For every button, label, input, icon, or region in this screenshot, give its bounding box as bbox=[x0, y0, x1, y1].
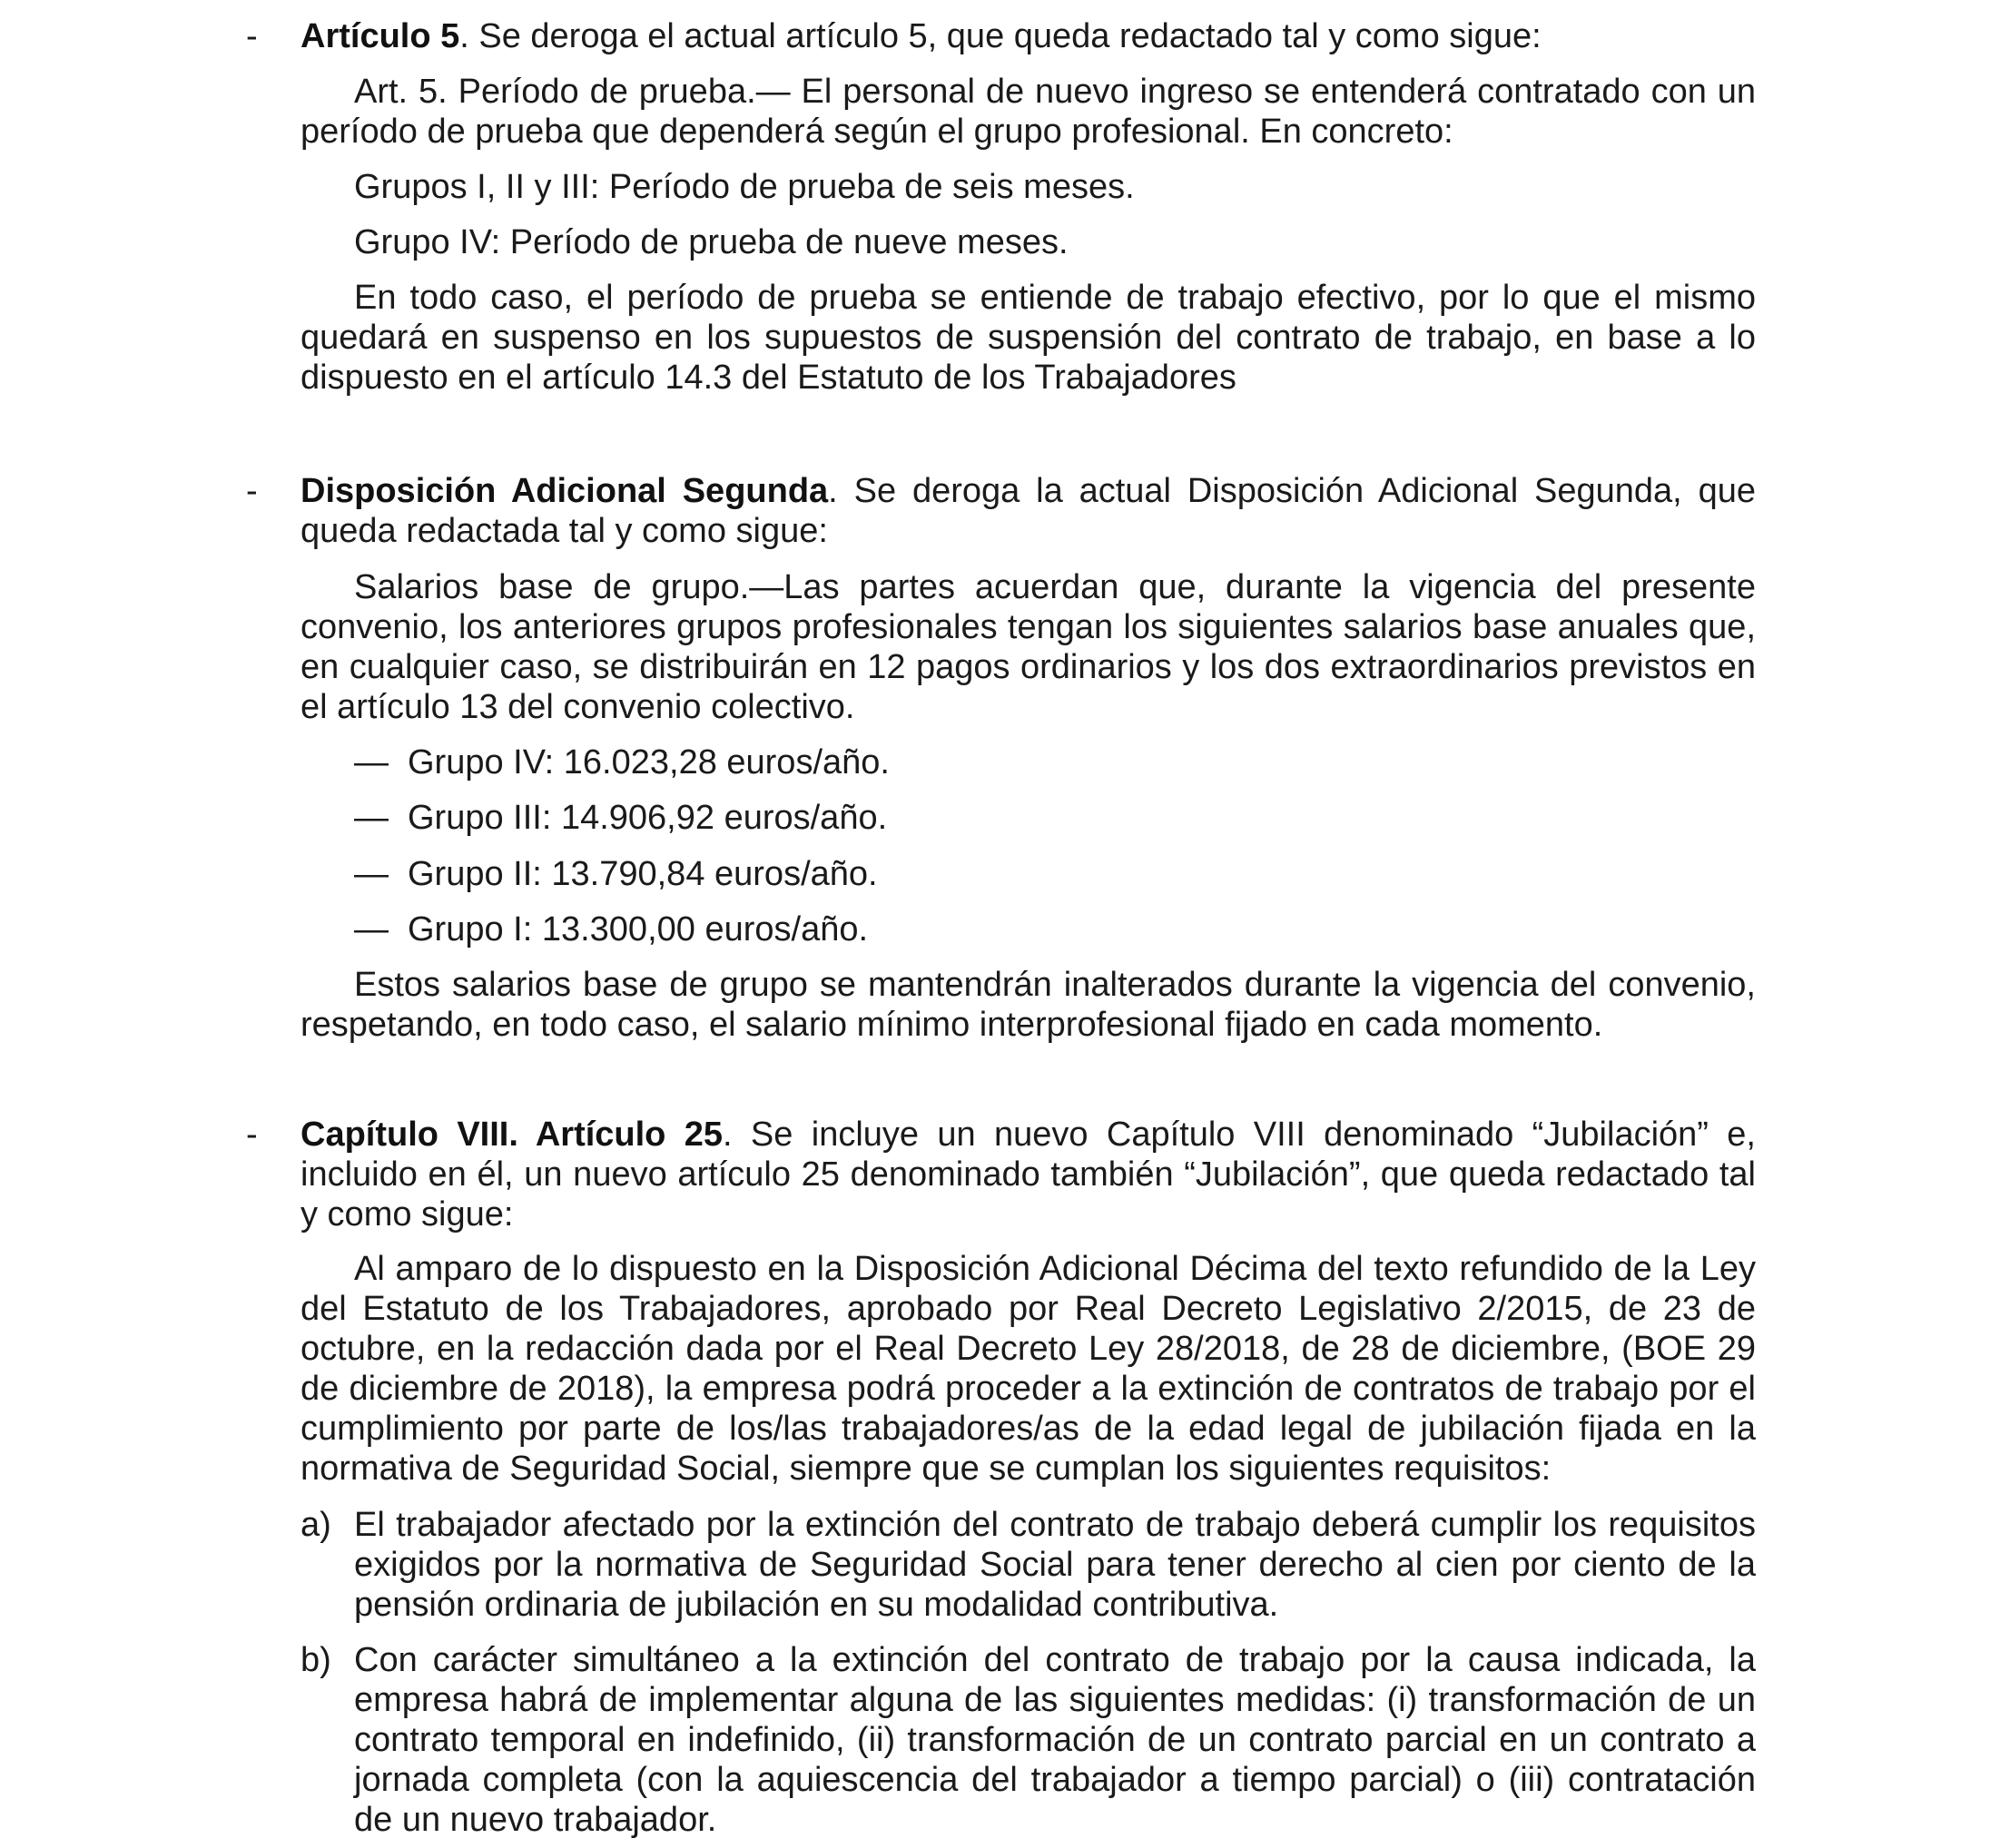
list-item bbox=[354, 798, 1756, 838]
paragraph: Grupos I, II y III: Período de prueba de seis meses. bbox=[354, 168, 1135, 206]
item-text: Con carácter simultáneo a la extinción del contrato de trabajo por la causa indicada, la empresa habrá de implementar alguna de las siguientes medidas: (i) transformación de un contrato temporal en indefinido, (ii) transformación de un contrato parcial en un contrato a jornada completa (con la aquiescencia del trabajador a tiempo parcial) o (iii) contratación de un nuevo trabajador. bbox=[354, 1641, 1756, 1839]
section-lead bbox=[300, 16, 1756, 56]
section-intro: . Se incluye un nuevo Capítulo VIII denominado “Jubilación” e, incluido en él, un nuevo artículo 25 denominado también “Jubilación”, que queda redactado tal y como sigue: bbox=[300, 1116, 1756, 1234]
section-heading: Capítulo VIII. Artículo 25 bbox=[300, 1116, 724, 1154]
item-marker: a) bbox=[300, 1506, 331, 1544]
section-intro: . Se deroga el actual artículo 5, que queda redactado tal y como sigue: bbox=[459, 17, 1542, 55]
section-heading: Artículo 5 bbox=[300, 17, 460, 55]
list-item-text: Grupo III: 14.906,92 euros/año. bbox=[408, 799, 888, 837]
bullet-dash: — bbox=[354, 855, 389, 893]
list-item-text: Grupo IV: 16.023,28 euros/año. bbox=[408, 743, 890, 781]
paragraph: En todo caso, el período de prueba se entiende de trabajo efectivo, por lo que el mismo quedará en suspenso en los supuestos de suspensión del contrato de trabajo, en base a lo dispuesto en el artículo 14.3 del Estatuto de los Trabajadores bbox=[300, 279, 1756, 397]
bullet-dash: — bbox=[354, 799, 389, 837]
list-dash: - bbox=[246, 17, 258, 55]
paragraph: Art. 5. Período de prueba.— El personal de nuevo ingreso se entenderá contratado con un período de prueba que dependerá según el grupo profesional. En concreto: bbox=[300, 73, 1756, 151]
bullet-dash: — bbox=[354, 743, 389, 781]
section-lead bbox=[300, 1115, 1756, 1234]
list-item bbox=[354, 909, 1756, 949]
list-dash: - bbox=[246, 472, 258, 510]
list-dash: - bbox=[246, 1116, 258, 1154]
bullet-dash: — bbox=[354, 910, 389, 949]
section-intro: . Se deroga la actual Disposición Adicional Segunda, que queda redactada tal y como sigue: bbox=[300, 472, 1756, 550]
paragraph: Salarios base de grupo.—Las partes acuerdan que, durante la vigencia del presente convenio, los anteriores grupos profesionales tengan los siguientes salarios base anuales que, en cualquier caso, se distribuirán en 12 pagos ordinarios y los dos extraordinarios previstos en el artículo 13 del convenio colectivo. bbox=[300, 568, 1756, 726]
list-item bbox=[354, 742, 1756, 782]
section-lead bbox=[300, 471, 1756, 551]
paragraph: Estos salarios base de grupo se mantendrán inalterados durante la vigencia del convenio, respetando, en todo caso, el salario mínimo interprofesional fijado en cada momento. bbox=[300, 966, 1756, 1044]
paragraph: Al amparo de lo dispuesto en la Disposición Adicional Décima del texto refundido de la Ley del Estatuto de los Trabajadores, aprobado por Real Decreto Legislativo 2/2015, de 23 de octubre, en la redacción dada por el Real Decreto Ley 28/2018, de 28 de diciembre, (BOE 29 de diciembre de 2018), la empresa podrá proceder a la extinción de contratos de trabajo por el cumplimiento por parte de los/las trabajadores/as de la edad legal de jubilación fijada en la normativa de Seguridad Social, siempre que se cumplan los siguientes requisitos: bbox=[300, 1250, 1756, 1488]
list-item-text: Grupo I: 13.300,00 euros/año. bbox=[408, 910, 869, 949]
paragraph: Grupo IV: Período de prueba de nueve meses. bbox=[354, 223, 1069, 261]
item-marker: b) bbox=[300, 1641, 331, 1679]
section-heading: Disposición Adicional Segunda bbox=[300, 472, 829, 510]
list-item-text: Grupo II: 13.790,84 euros/año. bbox=[408, 855, 878, 893]
list-item bbox=[354, 854, 1756, 894]
item-text: El trabajador afectado por la extinción del contrato de trabajo deberá cumplir los requisitos exigidos por la normativa de Seguridad Social para tener derecho al cien por ciento de la pensión ordinaria de jubilación en su modalidad contributiva. bbox=[354, 1506, 1756, 1624]
